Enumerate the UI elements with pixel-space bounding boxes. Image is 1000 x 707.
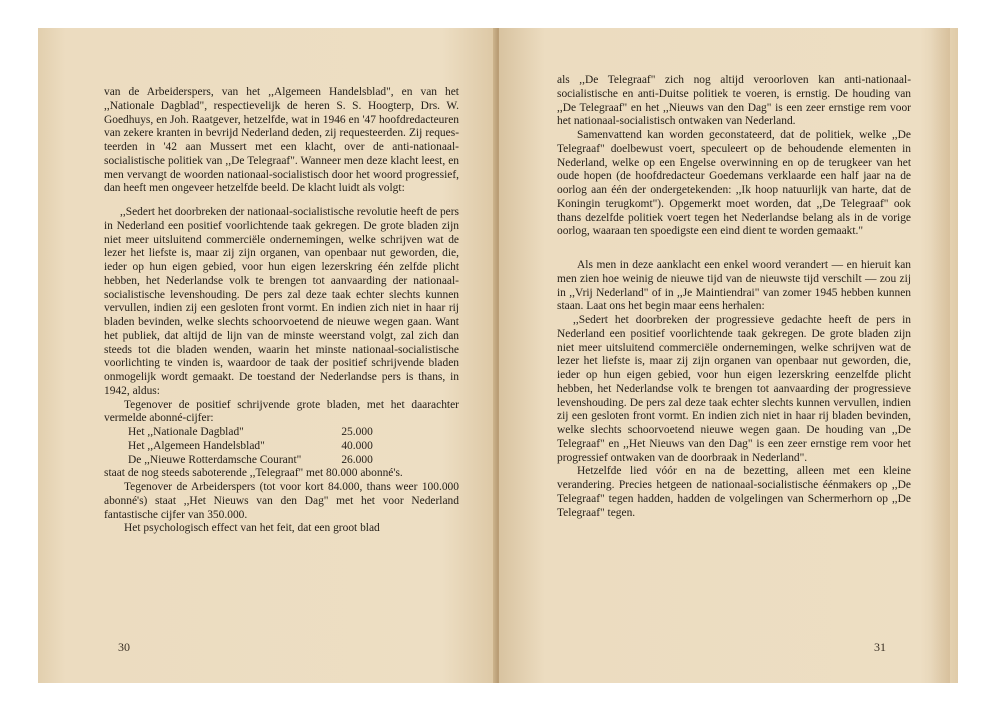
newspaper-name: Het ,,Algemeen Handelsblad"	[128, 439, 265, 452]
right-page-text	[557, 74, 911, 520]
table-row	[128, 454, 373, 468]
table-row	[128, 440, 373, 454]
page-number: 31	[874, 640, 886, 654]
subscriber-count: 26.000	[341, 453, 373, 466]
left-page-text	[104, 86, 459, 536]
quote-paragraph: ,,Sedert het doorbreken der progressieve gedachte heeft de pers in Nederland een positief voorlichtende taak gekregen. De grote bladen zijn niet meer uitsluitend commerciële ondernemingen, welke schrijven wat de lezer het liefste is, maar zij zijn organen van openbaar nut geworden, die, ieder op hun eigen gebied, voor hun eigen lezerskring eenzelfde plicht hebben, het Nederlandse volk te brengen tot aanvaarding der progressieve levenshouding. De pers zal deze taak echter slechts kunnen vervullen, indien zij een gesloten front vormt. En indien zich niet in haar rij bladen bevinden, welke slechts schoorvoetend nieuwe wegen gaan. De houding van ,,De Telegraaf" en ,,Het Nieuws van den Dag" is een zeer ernstige rem voor het progressief ontwaken van de doorbraak in Nederland".	[557, 314, 911, 464]
paragraph: van de Arbeiderspers, van het ,,Algemeen Handelsblad", en van het ,,Nationale Dagblad", respectievelijk de heren S. S. Hoogterp, Drs. W. Goedhuys, en Joh. Raatgever, hetzelfde, wat in 1946 en '47 hoofdredacteuren van zekere kranten in bevrijd Nederland deden, zij requesteerden. Zij requesteerden in '42 aan Mussert met een klacht, over de anti-nationaal-socialistische politiek van ,,De Telegraaf". Wanneer men deze klacht leest, en men vervangt de woorden nationaal-socialistisch door het woord progressief, dan heeft men ongeveer hetzelfde beeld. De klacht luidt als volgt:	[104, 86, 459, 195]
book-spread	[38, 28, 958, 683]
paragraph: Tegenover de Arbeiderspers (tot voor kort 84.000, thans weer 100.000 abonné's) staat ,,Het Nieuws van den Dag" met het voor Nederland fantastische cijfer van 350.000.	[104, 481, 459, 521]
subscriber-count: 25.000	[341, 426, 373, 438]
table-row	[128, 426, 373, 440]
left-page	[38, 28, 497, 683]
right-page	[499, 28, 958, 683]
subscriber-count: 40.000	[341, 439, 373, 452]
paragraph: als ,,De Telegraaf" zich nog altijd veroorloven kan anti-nationaal-socialistische en anti-Duitse politiek te voeren, is ernstig. De houding van ,,De Telegraaf" en het ,,Nieuws van den Dag" is een zeer ernstige rem voor het nationaal-socialistisch ontwaken van Nederland.	[557, 74, 911, 128]
page-number: 30	[118, 640, 130, 654]
newspaper-name: De ,,Nieuwe Rotterdamsche Courant"	[128, 453, 302, 466]
circulation-table	[128, 426, 373, 467]
quote-paragraph: ,,Sedert het doorbreken der nationaal-socialistische revolutie heeft de pers in Nederland een positief voorlichtende taak gekregen. De grote bladen zijn niet meer uitsluitend commerciële ondernemingen, welke schrijven wat de lezer het liefste is, maar zij zijn organen, van openbaar nut geworden, die, ieder op hun eigen gebied, voor hun eigen lezerskring één zelfde plicht hebben, het Nederlandse volk te brengen tot aanvaarding der nationaal-socialistische levenshouding. De pers zal deze taak echter slechts kunnen vervullen, indien zij een gesloten front vormt. En indien zich niet in haar rij bladen bevinden, welke slechts schoorvoetend de nieuwe wegen gaan. Want het publiek, dat altijd de lijn van de minste weerstand volgt, zal zich dan steeds tot die bladen wenden, waarin het minste nationaal-socialistische voorlichting te vinden is, waardoor de taak der positief schrijvende bladen onmogelijk wordt gemaakt. De toestand der Nederlandse pers is thans, in 1942, aldus:	[104, 206, 459, 397]
paragraph: Als men in deze aanklacht een enkel woord verandert — en hieruit kan men zien hoe weinig de nieuwe tijd van de nieuwste tijd verschilt — zou zij in ,,Vrij Nederland" of in ,,Je Maintiendrai" van zomer 1945 hebben kunnen staan. Laat ons het begin maar eens herhalen:	[557, 259, 911, 313]
newspaper-name: Het ,,Nationale Dagblad"	[128, 426, 244, 438]
paragraph: staat de nog steeds saboterende ,,Telegraaf" met 80.000 abonné's.	[104, 467, 403, 480]
paragraph: Tegenover de positief schrijvende grote bladen, met het daarachter vermelde abonné-cijfer:	[104, 398, 459, 425]
paragraph: Hetzelfde lied vóór en na de bezetting, alleen met een kleine verandering. Precies hetgeen de nationaal-socialistische éénmakers op ,,De Telegraaf" tegen hadden, hadden de volgelingen van Schermerhorn op ,,De Telegraaf" tegen.	[557, 465, 911, 519]
paragraph: Het psychologisch effect van het feit, dat een groot blad	[124, 522, 380, 535]
paragraph: Samenvattend kan worden geconstateerd, dat de politiek, welke ,,De Telegraaf" doelbewust voert, speculeert op de behoudende elementen in Nederland, welke op een Engelse overwinning en op de terugkeer van het oude hopen (de hoofdredacteur Goedemans verklaarde een half jaar na de oorlog aan één der ondergetekenden: ,,Ik hoop natuurlijk van harte, dat de Koningin terugkomt"). Opgemerkt moet worden, dat ,,De Telegraaf" ook thans dezelfde politiek voert tegen het Nederlandse belang als in de vorige oorlog, waaraan ten spoedigste een eind dient te worden gemaakt."	[557, 129, 911, 238]
